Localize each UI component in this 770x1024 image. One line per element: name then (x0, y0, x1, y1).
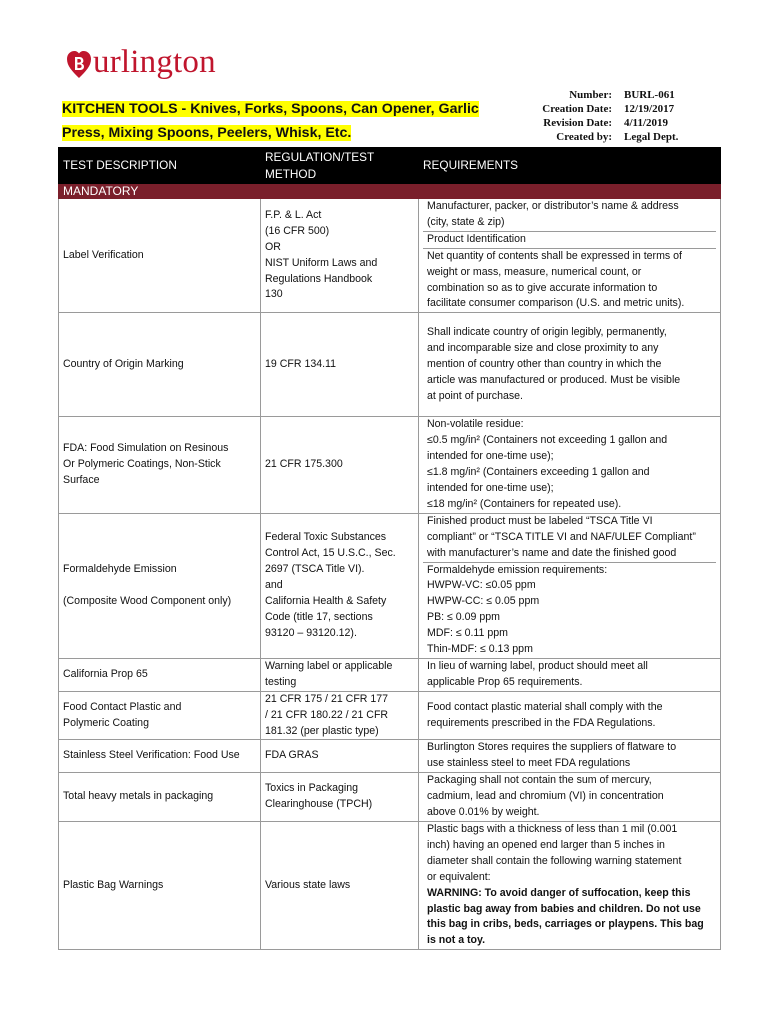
requirement-line: and incomparable size and close proximity to any (427, 341, 659, 354)
test-description-cell (59, 313, 261, 417)
test-description-line: Formaldehyde Emission (63, 563, 177, 575)
test-description-line: Or Polymeric Coatings, Non-Stick (63, 458, 221, 471)
regulation-line: 19 CFR 134.11 (265, 357, 337, 370)
table-row (59, 417, 721, 513)
test-requirements-table (58, 147, 721, 950)
test-description-cell (59, 199, 261, 313)
regulation-line: FDA GRAS (265, 749, 319, 762)
regulation-cell (261, 740, 419, 773)
regulation-line: and (265, 578, 283, 591)
regulation-line: California Health & Safety (265, 594, 387, 607)
warning-line: WARNING: To avoid danger of suffocation, keep this (427, 886, 691, 899)
regulation-line: / 21 CFR 180.22 / 21 CFR (265, 708, 389, 721)
requirement-line: combination so as to give accurate information to (427, 281, 658, 294)
regulation-line: 21 CFR 175.300 (265, 458, 343, 471)
requirement-line: Shall indicate country of origin legibly, permanently, (427, 326, 667, 339)
test-description-line: Total heavy metals in packaging (63, 790, 214, 803)
requirement-line: Product Identification (427, 232, 526, 245)
requirement-line: ≤18 mg/in² (Containers for repeated use). (427, 497, 622, 510)
requirement-line: In lieu of warning label, product should meet all (427, 659, 648, 672)
regulation-line: Various state laws (265, 878, 351, 891)
requirement-line: HWPW-CC: ≤ 0.05 ppm (427, 595, 540, 608)
regulation-cell (261, 417, 419, 513)
requirement-line: inch) having an opened end larger than 5 inches in (427, 838, 665, 851)
regulation-line: (16 CFR 500) (265, 224, 330, 237)
heart-b-icon (66, 49, 92, 79)
requirement-line: Packaging shall not contain the sum of mercury, (427, 774, 652, 787)
section-mandatory: MANDATORY (59, 184, 721, 199)
regulation-cell (261, 691, 419, 740)
meta-row-creation-date (520, 102, 714, 116)
table-header-row (59, 148, 721, 184)
header-test-description: TEST DESCRIPTION (59, 148, 261, 184)
requirement-block (423, 417, 716, 512)
regulation-cell (261, 313, 419, 417)
test-description-line: Food Contact Plastic and (63, 700, 182, 713)
table-row (59, 691, 721, 740)
requirement-block (423, 563, 716, 658)
requirement-line: MDF: ≤ 0.11 ppm (427, 627, 508, 640)
requirement-line: weight or mass, measure, numerical count, or (427, 265, 642, 278)
requirement-line: at point of purchase. (427, 389, 523, 402)
regulation-line: Control Act, 15 U.S.C., Sec. (265, 547, 396, 560)
regulation-line: OR (265, 240, 281, 253)
brand-name: urlington (93, 44, 216, 80)
meta-value: 4/11/2019 (624, 117, 669, 129)
document-meta (520, 88, 714, 144)
requirement-line: cadmium, lead and chromium (VI) in concentration (427, 790, 664, 803)
regulation-line: Clearinghouse (TPCH) (265, 798, 373, 811)
requirement-block (423, 822, 716, 949)
requirement-line: Thin-MDF: ≤ 0.13 ppm (427, 643, 533, 656)
test-description-line: California Prop 65 (63, 667, 148, 680)
meta-label: Number: (569, 89, 612, 101)
requirement-line: facilitate consumer comparison (U.S. and metric units). (427, 297, 685, 310)
requirement-line: HWPW-VC: ≤0.05 ppm (427, 579, 536, 592)
meta-value: BURL-061 (624, 89, 675, 101)
requirement-line: applicable Prop 65 requirements. (427, 675, 583, 688)
requirement-line: (city, state & zip) (427, 215, 505, 228)
requirement-line: compliant” or “TSCA TITLE VI and NAF/ULEF Compliant” (427, 530, 696, 543)
requirement-line: PB: ≤ 0.09 ppm (427, 611, 500, 624)
burlington-logo (66, 46, 216, 79)
regulation-line: testing (265, 675, 297, 688)
requirement-block (423, 199, 716, 232)
requirement-block (423, 659, 716, 691)
requirement-line: Non-volatile residue: (427, 418, 524, 431)
table-row (59, 740, 721, 773)
meta-row-revision-date (520, 116, 714, 130)
header-regulation-method: REGULATION/TEST METHOD (261, 148, 419, 184)
table-row (59, 822, 721, 950)
requirements-cell (419, 313, 721, 417)
test-description-line: (Composite Wood Component only) (63, 594, 232, 607)
requirement-line: with manufacturer’s name and date the finished good (427, 546, 677, 559)
test-description-cell (59, 773, 261, 822)
table-row (59, 773, 721, 822)
requirements-cell (419, 199, 721, 313)
requirement-line: or equivalent: (427, 870, 491, 883)
requirements-cell (419, 513, 721, 658)
warning-line: this bag in cribs, beds, carriages or playpens. This bag (427, 918, 704, 931)
document-title (62, 97, 482, 145)
requirement-line: use stainless steel to meet FDA regulations (427, 757, 631, 770)
meta-row-created-by (520, 130, 714, 144)
requirement-block (423, 514, 716, 563)
requirement-line: Food contact plastic material shall comply with the (427, 700, 663, 713)
regulation-line: NIST Uniform Laws and (265, 256, 378, 269)
test-description-cell (59, 417, 261, 513)
meta-value: Legal Dept. (624, 131, 679, 143)
meta-label: Created by: (556, 131, 612, 143)
table-row (59, 513, 721, 658)
requirement-block (423, 740, 716, 772)
test-description-line: Label Verification (63, 248, 144, 261)
test-description-cell (59, 513, 261, 658)
test-description-cell (59, 658, 261, 691)
regulation-line: Warning label or applicable (265, 659, 393, 672)
requirement-line: Plastic bags with a thickness of less than 1 mil (0.001 (427, 823, 678, 835)
requirement-line: Net quantity of contents shall be expressed in terms of (427, 249, 682, 262)
regulation-line: Federal Toxic Substances (265, 531, 387, 544)
regulation-cell (261, 199, 419, 313)
requirement-block (423, 232, 716, 249)
section-row (59, 184, 721, 199)
requirement-line: article was manufactured or produced. Must be visible (427, 373, 681, 386)
title-line-2: Press, Mixing Spoons, Peelers, Whisk, Etc. (62, 125, 352, 141)
test-description-line: Plastic Bag Warnings (63, 878, 164, 891)
requirement-line: Manufacturer, packer, or distributor’s name & address (427, 200, 679, 212)
table-row (59, 658, 721, 691)
regulation-line: 130 (265, 288, 283, 301)
requirement-line: Formaldehyde emission requirements: (427, 563, 608, 576)
test-description-line (63, 578, 256, 594)
requirement-block (423, 700, 716, 732)
warning-line: is not a toy. (427, 934, 486, 947)
test-description-cell (59, 740, 261, 773)
regulation-line: Code (title 17, sections (265, 610, 373, 623)
meta-label: Creation Date: (542, 103, 612, 115)
meta-row-number (520, 88, 714, 102)
test-description-line: FDA: Food Simulation on Resinous (63, 442, 229, 455)
requirements-cell (419, 822, 721, 950)
regulation-cell (261, 773, 419, 822)
title-line-1: KITCHEN TOOLS - Knives, Forks, Spoons, Can Opener, Garlic (62, 101, 479, 117)
regulation-line: 181.32 (per plastic type) (265, 724, 379, 737)
requirement-line: intended for one-time use); (427, 481, 554, 494)
requirements-cell (419, 417, 721, 513)
test-description-line: Country of Origin Marking (63, 357, 184, 370)
table-row (59, 313, 721, 417)
header-requirements: REQUIREMENTS (419, 148, 721, 184)
table-row (59, 199, 721, 313)
test-description-cell (59, 691, 261, 740)
requirement-line: requirements prescribed in the FDA Regulations. (427, 716, 656, 729)
test-description-line: Stainless Steel Verification: Food Use (63, 749, 240, 762)
test-description-line: Polymeric Coating (63, 716, 149, 729)
requirements-cell (419, 691, 721, 740)
requirement-line: above 0.01% by weight. (427, 806, 540, 819)
meta-value: 12/19/2017 (624, 103, 675, 115)
test-description-line: Surface (63, 474, 100, 487)
requirements-cell (419, 740, 721, 773)
requirement-line: ≤1.8 mg/in² (Containers exceeding 1 gallon and (427, 466, 650, 479)
regulation-cell (261, 658, 419, 691)
regulation-line: Toxics in Packaging (265, 782, 359, 795)
requirements-cell (419, 773, 721, 822)
warning-line: plastic bag away from babies and children. Do not use (427, 902, 701, 915)
requirement-line: mention of country other than country in which the (427, 357, 662, 370)
requirement-line: diameter shall contain the following warning statement (427, 854, 682, 867)
requirement-line: Finished product must be labeled “TSCA Title VI (427, 514, 653, 527)
requirement-line: intended for one-time use); (427, 450, 554, 463)
requirements-cell (419, 658, 721, 691)
regulation-line: 21 CFR 175 / 21 CFR 177 (265, 692, 389, 705)
test-description-cell (59, 822, 261, 950)
requirement-block (423, 773, 716, 821)
requirement-block (423, 249, 716, 313)
regulation-cell (261, 513, 419, 658)
regulation-line: F.P. & L. Act (265, 208, 322, 221)
requirement-block (423, 325, 716, 405)
regulation-line: 2697 (TSCA Title VI). (265, 563, 365, 575)
regulation-line: 93120 – 93120.12). (265, 626, 357, 639)
meta-label: Revision Date: (543, 117, 612, 129)
regulation-cell (261, 822, 419, 950)
regulation-line: Regulations Handbook (265, 272, 373, 285)
requirement-line: Burlington Stores requires the suppliers of flatware to (427, 741, 677, 754)
requirement-line: ≤0.5 mg/in² (Containers not exceeding 1 gallon and (427, 434, 668, 447)
